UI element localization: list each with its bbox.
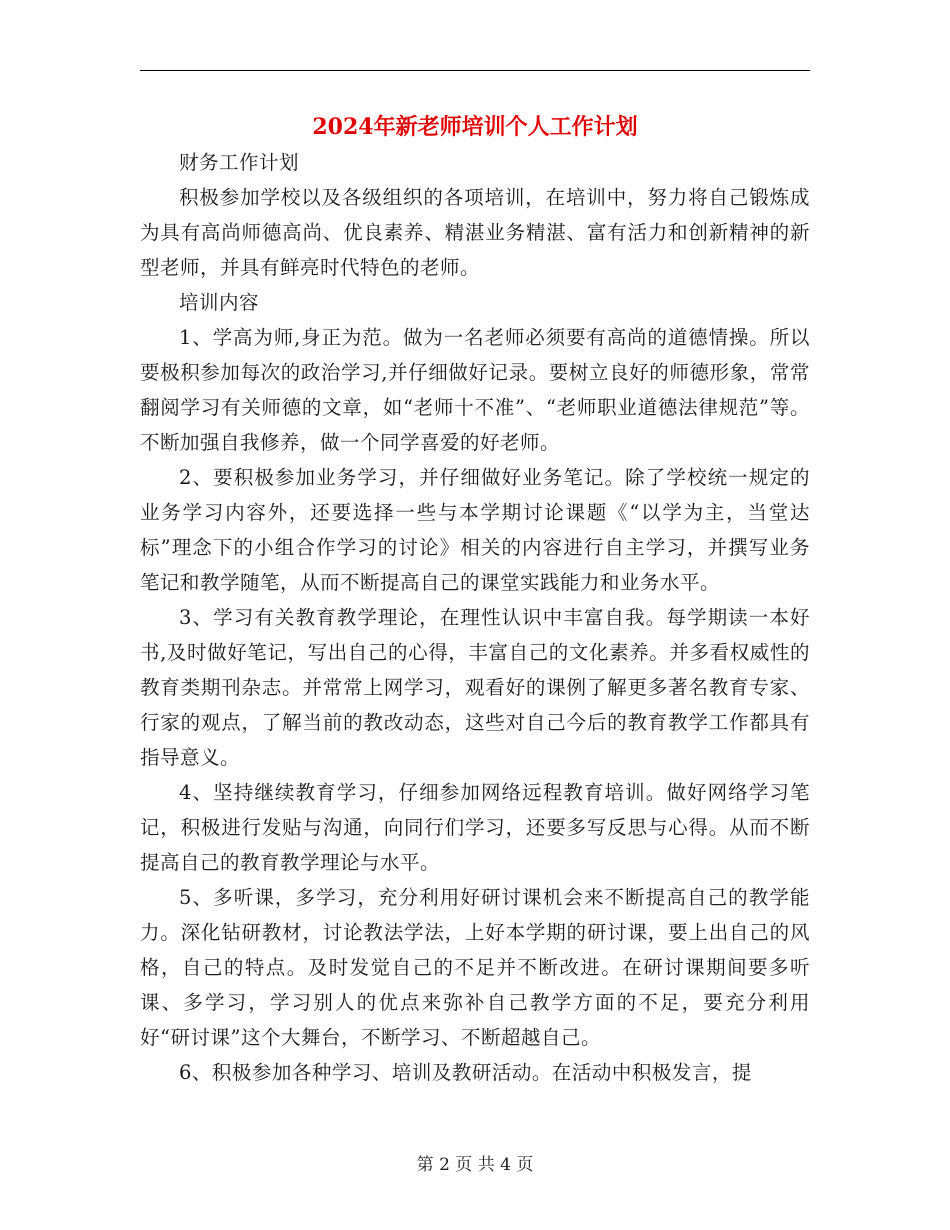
document-title: 2024年新老师培训个人工作计划 [312,114,638,140]
paragraph-item-1: 1、学高为师,身正为范。做为一名老师必须要有高尚的道德情操。所以要极积参加每次的政治学习,并仔细做好记录。要树立良好的师德形象，常常翻阅学习有关师德的文章，如“老师十不准”、“老师职业道德法律规范”等。不断加强自我修养，做一个同学喜爱的好老师。 [140,326,810,454]
section-heading-finance-plan: 财务工作计划 [179,151,300,174]
paragraph-intro: 积极参加学校以及各级组织的各项培训，在培训中，努力将自己锻炼成为具有高尚师德高尚、优良素养、精湛业务精湛、富有活力和创新精神的新型老师，并具有鲜亮时代特色的老师。 [140,186,810,279]
paragraph-item-5: 5、多听课，多学习，充分利用好研讨课机会来不断提高自己的教学能力。深化钻研教材，讨论教法学法，上好本学期的研讨课，要上出自己的风格，自己的特点。及时发觉自己的不足并不断改进。在研讨课期间要多听课、多学习，学习别人的优点来弥补自己教学方面的不足，要充分利用好“研讨课”这个大舞台，不断学习、不断超越自己。 [140,886,810,1049]
section-heading-training-content: 培训内容 [179,291,260,314]
paragraph-item-2: 2、要积极参加业务学习，并仔细做好业务笔记。除了学校统一规定的业务学习内容外，还要选择一些与本学期讨论课题《“以学为主，当堂达标”理念下的小组合作学习的讨论》相关的内容进行自主学习，并撰写业务笔记和教学随笔，从而不断提高自己的课堂实践能力和业务水平。 [140,466,810,594]
paragraph-item-4: 4、坚持继续教育学习，仔细参加网络远程教育培训。做好网络学习笔记，积极进行发贴与沟通，向同行们学习，还要多写反思与心得。从而不断提高自己的教育教学理论与水平。 [140,781,810,874]
document-body [140,145,810,1090]
header-rule [140,70,810,71]
paragraph-item-6: 6、积极参加各种学习、培训及教研活动。在活动中积极发言，提 [179,1061,752,1084]
page-number-footer: 第 2 页 共 4 页 [416,1155,534,1175]
paragraph-item-3: 3、学习有关教育教学理论，在理性认识中丰富自我。每学期读一本好书,及时做好笔记，写出自己的心得，丰富自己的文化素养。并多看权威性的教育类期刊杂志。并常常上网学习，观看好的课例了解更多著名教育专家、行家的观点，了解当前的教改动态，这些对自己今后的教育教学工作都具有指导意义。 [140,606,810,769]
